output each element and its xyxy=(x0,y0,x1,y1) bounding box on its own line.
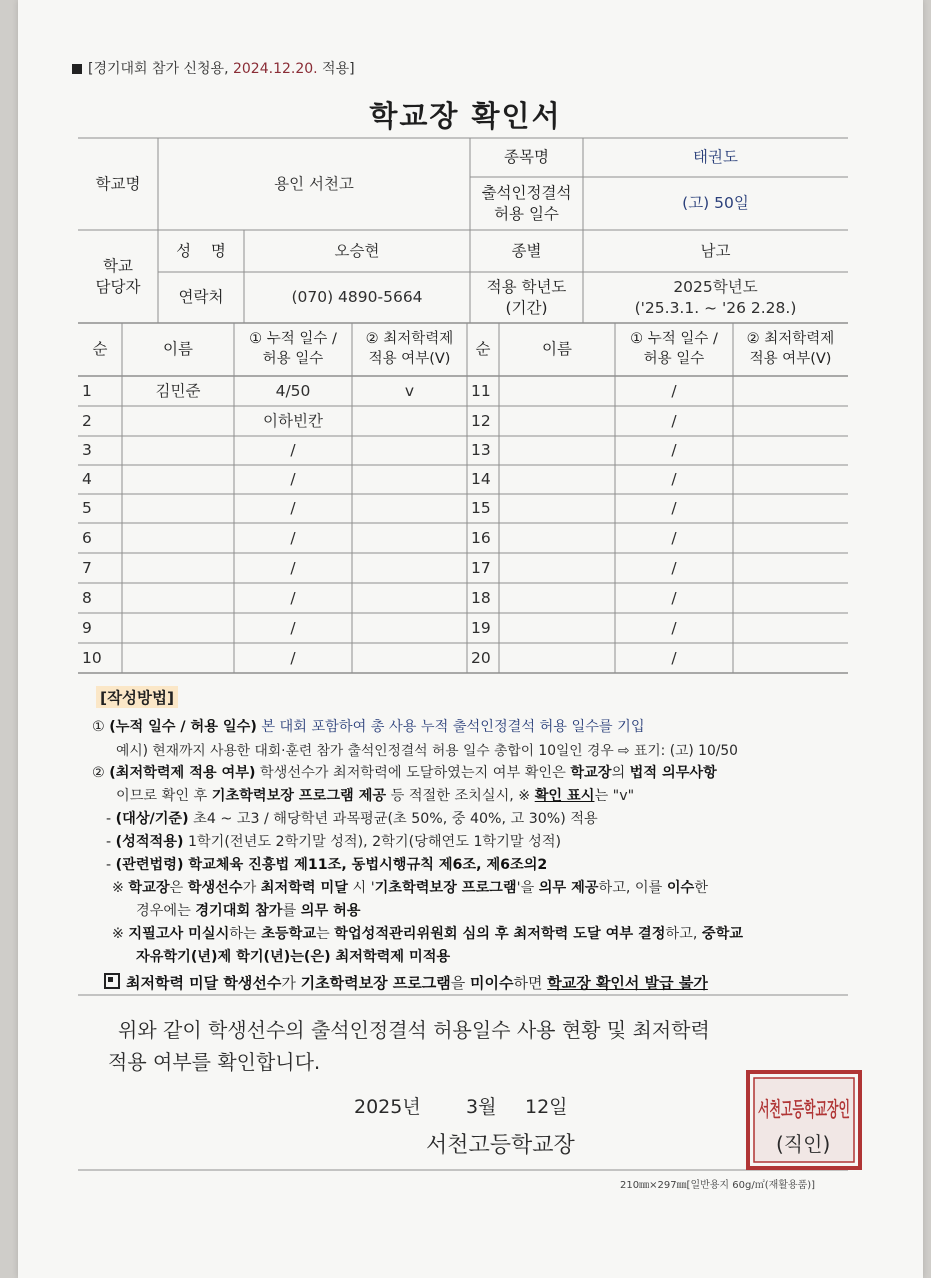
roster-cell-days: / xyxy=(290,528,296,547)
school-year-label: 적용 학년도 (기간) xyxy=(486,277,567,317)
roster-cell-name: 김민준 xyxy=(155,381,201,400)
roster-cell-no: 9 xyxy=(82,618,92,637)
instruction-line-11: 자유학기(년)제 학기(년)는(은) 최저학력제 미적용 xyxy=(136,949,451,965)
roster-cell-days: 이하빈칸 xyxy=(263,411,323,430)
instruction-line-4: 이므로 확인 후 기초학력보장 프로그램 제공 등 적절한 조치실시, ※ 확인 표시는 "v" xyxy=(116,788,635,804)
contact-label: 연락처 xyxy=(178,288,224,307)
roster-cell-min xyxy=(733,376,848,406)
instructions-title: [작성방법] xyxy=(96,686,178,708)
roster-cell-name xyxy=(122,613,234,643)
roster-cell-no: 13 xyxy=(471,441,491,460)
roster-cell-min xyxy=(733,406,848,436)
col-name-left: 이름 xyxy=(163,340,193,359)
roster-cell-days: / xyxy=(671,528,677,547)
roster-cell-name xyxy=(499,494,615,523)
roster-cell-no: 19 xyxy=(471,618,491,637)
instruction-line-6: - (성적적용) 1학기(전년도 2학기말 성적), 2학기(당해연도 1학기말 성적) xyxy=(106,834,562,850)
roster-cell-name xyxy=(122,406,234,436)
roster-cell-name xyxy=(499,465,615,494)
roster-cell-days: / xyxy=(290,470,296,489)
roster-cell-name xyxy=(499,553,615,583)
roster-cell-min xyxy=(352,494,467,523)
roster-cell-days: / xyxy=(671,381,677,400)
roster-cell-no: 11 xyxy=(471,381,491,400)
roster-cell-min xyxy=(352,613,467,643)
roster-cell-min xyxy=(733,494,848,523)
instruction-line-9: 경우에는 경기대회 참가를 의무 허용 xyxy=(136,903,361,919)
school-label: 학교명 xyxy=(95,174,141,193)
date-year: 2025년 xyxy=(354,1096,421,1118)
statement-line-2: 적용 여부를 확인합니다. xyxy=(108,1050,321,1074)
instruction-line-10: ※ 지필고사 미실시하는 초등학교는 학업성적관리위원회 심의 후 최저학력 도달 여부 결정하고, 중학교 xyxy=(112,926,743,942)
roster-cell-name xyxy=(122,553,234,583)
roster-cell-days: / xyxy=(671,411,677,430)
roster-cell-name xyxy=(122,436,234,465)
roster-cell-no: 5 xyxy=(82,499,92,518)
roster-cell-name xyxy=(499,643,615,673)
roster-cell-no: 10 xyxy=(82,648,102,667)
roster-cell-days: / xyxy=(290,618,296,637)
roster-cell-min xyxy=(352,406,467,436)
instruction-line-3: ② (최저학력제 적용 여부) 학생선수가 최저학력에 도달하였는지 여부 확인은 학교장의 법적 의무사항 xyxy=(92,765,717,781)
roster-cell-min xyxy=(352,643,467,673)
roster-cell-min xyxy=(733,613,848,643)
roster-cell-days: 4/50 xyxy=(275,381,311,400)
paper-spec: 210㎜×297㎜[일반용지 60g/㎡(재활용품)] xyxy=(620,1180,816,1191)
roster-cell-name xyxy=(122,583,234,613)
roster-cell-no: 3 xyxy=(82,441,92,460)
roster-cell-no: 6 xyxy=(82,528,92,547)
roster-cell-min xyxy=(352,436,467,465)
roster-cell-name xyxy=(122,465,234,494)
instruction-line-8: ※ 학교장은 학생선수가 최저학력 미달 시 '기초학력보장 프로그램'을 의무 제공하고, 이를 이수한 xyxy=(112,880,708,896)
tag-date: 2024.12.20. xyxy=(232,61,318,77)
roster-cell-name xyxy=(499,436,615,465)
roster-cell-name xyxy=(499,613,615,643)
roster-cell-no: 12 xyxy=(471,411,491,430)
roster-cell-no: 8 xyxy=(82,588,92,607)
roster-cell-min xyxy=(352,553,467,583)
roster-cell-min xyxy=(352,465,467,494)
roster-cell-min xyxy=(733,643,848,673)
roster-cell-min xyxy=(733,583,848,613)
instruction-line-7: - (관련법령) 학교체육 진흥법 제11조, 동법시행규칙 제6조, 제6조의2 xyxy=(106,857,548,873)
roster-cell-min xyxy=(352,583,467,613)
roster-cell-min xyxy=(733,553,848,583)
document-tag: [경기대회 참가 신청용, 2024.12.20. 적용] xyxy=(72,58,355,78)
allowed-days-label: 출석인정결석 허용 일수 xyxy=(481,183,572,223)
school-value: 용인 서천고 xyxy=(274,174,354,193)
seal-label: (직인) xyxy=(776,1132,831,1156)
col-name-right: 이름 xyxy=(542,340,572,359)
statement-line-1: 위와 같이 학생선수의 출석인정결석 허용일수 사용 현황 및 최저학력 xyxy=(118,1018,710,1042)
roster-cell-days: / xyxy=(290,499,296,518)
roster-cell-name xyxy=(499,583,615,613)
contact-value: (070) 4890-5664 xyxy=(291,288,423,307)
col-min-left: ② 최저학력제 적용 여부(V) xyxy=(365,330,454,367)
instruction-line-2: 예시) 현재까지 사용한 대회·훈련 참가 출석인정결석 허용 일수 총합이 10일인 경우 ⇨ 표기: (고) 10/50 xyxy=(116,743,738,759)
roster-cell-no: 7 xyxy=(82,558,92,577)
col-days-right: ① 누적 일수 / 허용 일수 xyxy=(630,330,718,367)
roster-cell-name xyxy=(122,523,234,553)
category-value: 남고 xyxy=(700,241,731,260)
roster-cell-no: 15 xyxy=(471,499,491,518)
roster-cell-min xyxy=(733,436,848,465)
category-label: 종별 xyxy=(511,241,542,260)
seal-text: 서천고등학교장인 xyxy=(758,1097,850,1121)
roster-cell-no: 14 xyxy=(471,470,491,489)
roster-cell-no: 18 xyxy=(471,588,491,607)
roster-cell-days: / xyxy=(671,441,677,460)
roster-cell-days: / xyxy=(290,588,296,607)
square-bullet-icon xyxy=(72,64,82,74)
roster-cell-days: / xyxy=(671,470,677,489)
sport-value: 태권도 xyxy=(693,148,738,167)
manager-label: 학교 담당자 xyxy=(95,256,141,296)
roster-cell-days: / xyxy=(671,588,677,607)
date-day: 12일 xyxy=(525,1096,568,1118)
instruction-line-1: ① (누적 일수 / 허용 일수) 본 대회 포함하여 총 사용 누적 출석인정결석 허용 일수를 기입 xyxy=(92,719,645,735)
col-no-left: 순 xyxy=(92,340,108,359)
roster-cell-name xyxy=(499,406,615,436)
roster-cell-days: / xyxy=(290,441,296,460)
roster-cell-days: / xyxy=(671,648,677,667)
roster-cell-min xyxy=(352,523,467,553)
instruction-line-12: 최저학력 미달 학생선수가 기초학력보장 프로그램을 미이수하면 학교장 확인서 발급 불가 xyxy=(104,972,708,993)
date-month: 3월 xyxy=(466,1096,497,1118)
roster-cell-min: v xyxy=(404,381,415,400)
roster-cell-no: 20 xyxy=(471,648,491,667)
roster-cell-days: / xyxy=(671,618,677,637)
roster-cell-no: 2 xyxy=(82,411,92,430)
roster-cell-no: 16 xyxy=(471,528,491,547)
col-no-right: 순 xyxy=(475,340,491,359)
sport-label: 종목명 xyxy=(504,148,549,167)
school-year-value: 2025학년도 ('25.3.1. ~ '26 2.28.) xyxy=(634,277,797,317)
roster-cell-days: / xyxy=(671,558,677,577)
roster-cell-name xyxy=(122,643,234,673)
manager-name-value: 오승현 xyxy=(334,241,380,260)
roster-cell-no: 1 xyxy=(82,381,92,400)
col-min-right: ② 최저학력제 적용 여부(V) xyxy=(746,330,835,367)
instruction-line-5: - (대상/기준) 초4 ~ 고3 / 해당학년 과목평균(초 50%, 중 40%, 고 30%) 적용 xyxy=(106,811,598,827)
manager-name-label: 성 명 xyxy=(176,241,226,260)
allowed-days-value: (고) 50일 xyxy=(682,194,749,213)
roster-cell-min xyxy=(733,465,848,494)
roster-cell-name xyxy=(499,523,615,553)
document-title: 학교장 확인서 xyxy=(369,99,562,133)
roster-cell-min xyxy=(733,523,848,553)
col-days-left: ① 누적 일수 / 허용 일수 xyxy=(249,330,337,367)
roster-cell-days: / xyxy=(290,558,296,577)
roster-cell-name xyxy=(122,494,234,523)
roster-cell-no: 17 xyxy=(471,558,491,577)
roster-cell-days: / xyxy=(290,648,296,667)
boxed-arrow-icon xyxy=(104,973,120,989)
principal-title: 서천고등학교장 xyxy=(426,1133,575,1158)
roster-cell-no: 4 xyxy=(82,470,92,489)
roster-cell-name xyxy=(499,376,615,406)
roster-cell-days: / xyxy=(671,499,677,518)
